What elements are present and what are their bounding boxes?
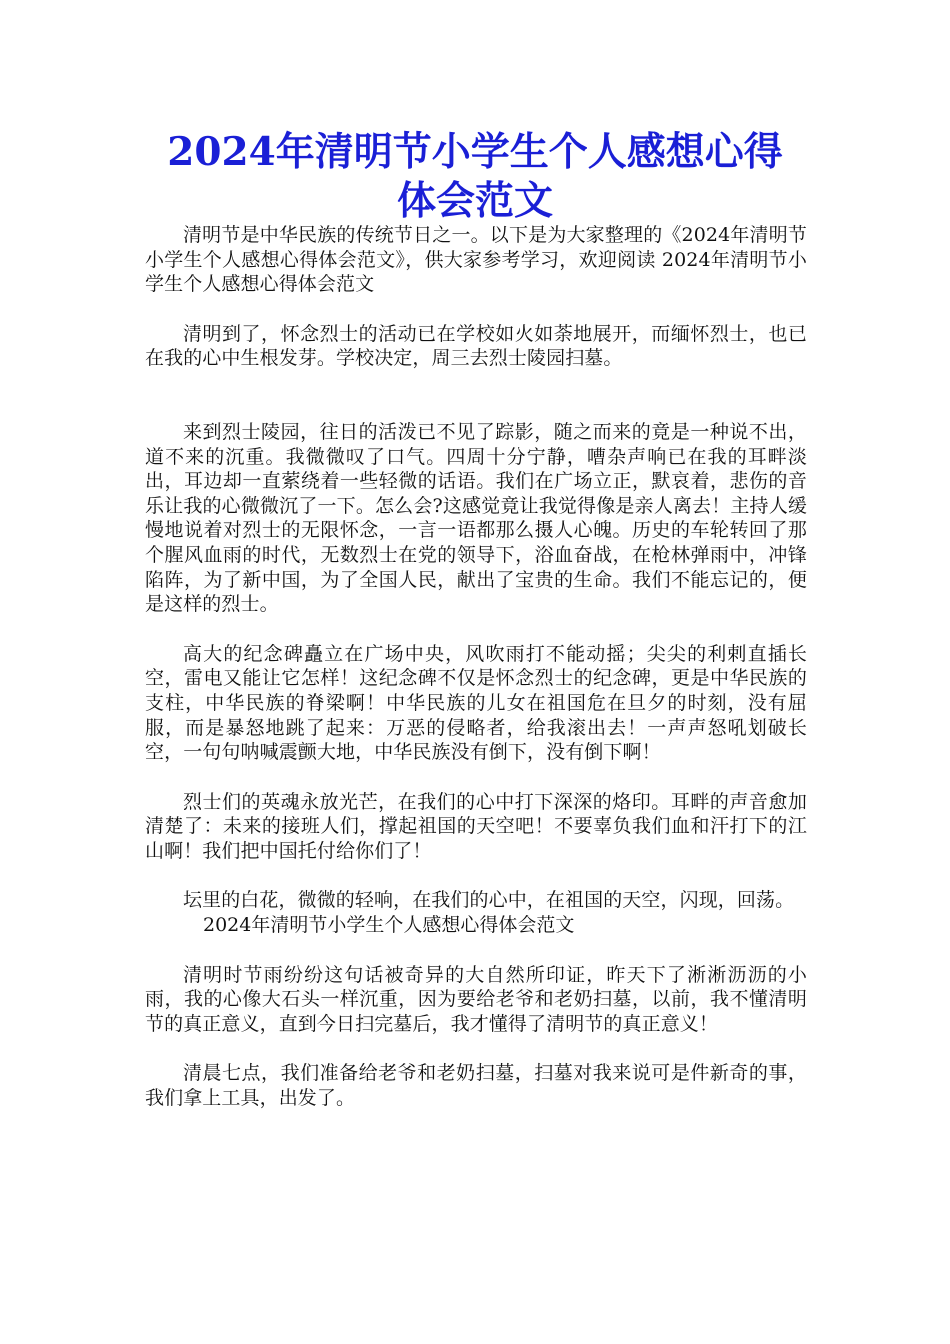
body-paragraph: 来到烈士陵园，往日的活泼已不见了踪影，随之而来的竟是一种说不出，道不来的沉重。我微微叹了口气。四周十分宁静，嘈杂声响已在我的耳畔淡出，耳边却一直萦绕着一些轻微的话语。我们在广场立正，默哀着，悲伤的音乐让我的心微微沉了一下。怎么会?这感觉竟让我觉得像是亲人离去！主持人缓慢地说着对烈士的无限怀念，一言一语都那么摄人心魄。历史的车轮转回了那个腥风血雨的时代，无数烈士在党的领导下，浴血奋战，在枪林弹雨中，冲锋陷阵，为了新中国，为了全国人民，献出了宝贵的生命。我们不能忘记的，便是这样的烈士。 [145, 420, 807, 616]
document-body [145, 223, 807, 1111]
body-paragraph: 坛里的白花，微微的轻响，在我们的心中，在祖国的天空，闪现，回荡。 [183, 889, 795, 912]
document-title-line-1: 2024年清明节小学生个人感想心得 [167, 129, 783, 175]
body-paragraph: 清晨七点，我们准备给老爷和老奶扫墓，扫墓对我来说可是件新奇的事，我们拿上工具，出发了。 [145, 1062, 807, 1110]
section-subtitle: 2024年清明节小学生个人感想心得体会范文 [203, 914, 575, 937]
body-paragraph: 清明时节雨纷纷这句话被奇异的大自然所印证，昨天下了淅淅沥沥的小雨，我的心像大石头一样沉重，因为要给老爷和老奶扫墓，以前，我不懂清明节的真正意义，直到今日扫完墓后，我才懂得了清明节的真正意义！ [145, 963, 807, 1035]
body-paragraph: 高大的纪念碑矗立在广场中央，风吹雨打不能动摇；尖尖的利剌直插长空，雷电又能让它怎样！这纪念碑不仅是怀念烈士的纪念碑，更是中华民族的支柱，中华民族的脊梁啊！中华民族的儿女在祖国危在旦夕的时刻，没有屈服，而是暴怒地跳了起来：万恶的侵略者，给我滚出去！一声声怒吼划破长空，一句句呐喊震颤大地，中华民族没有倒下，没有倒下啊！ [145, 642, 807, 764]
document-title-line-2: 体会范文 [396, 178, 553, 224]
body-paragraph: 清明到了，怀念烈士的活动已在学校如火如荼地展开，而缅怀烈士，也已在我的心中生根发芽。学校决定，周三去烈士陵园扫墓。 [145, 322, 807, 370]
intro-paragraph: 清明节是中华民族的传统节日之一。以下是为大家整理的《2024年清明节小学生个人感想心得体会范文》，供大家参考学习，欢迎阅读 2024年清明节小学生个人感想心得体会范文 [145, 224, 807, 296]
body-paragraph: 烈士们的英魂永放光芒，在我们的心中打下深深的烙印。耳畔的声音愈加清楚了：未来的接班人们，撑起祖国的天空吧！不要辜负我们血和汗打下的江山啊！我们把中国托付给你们了！ [145, 790, 807, 862]
